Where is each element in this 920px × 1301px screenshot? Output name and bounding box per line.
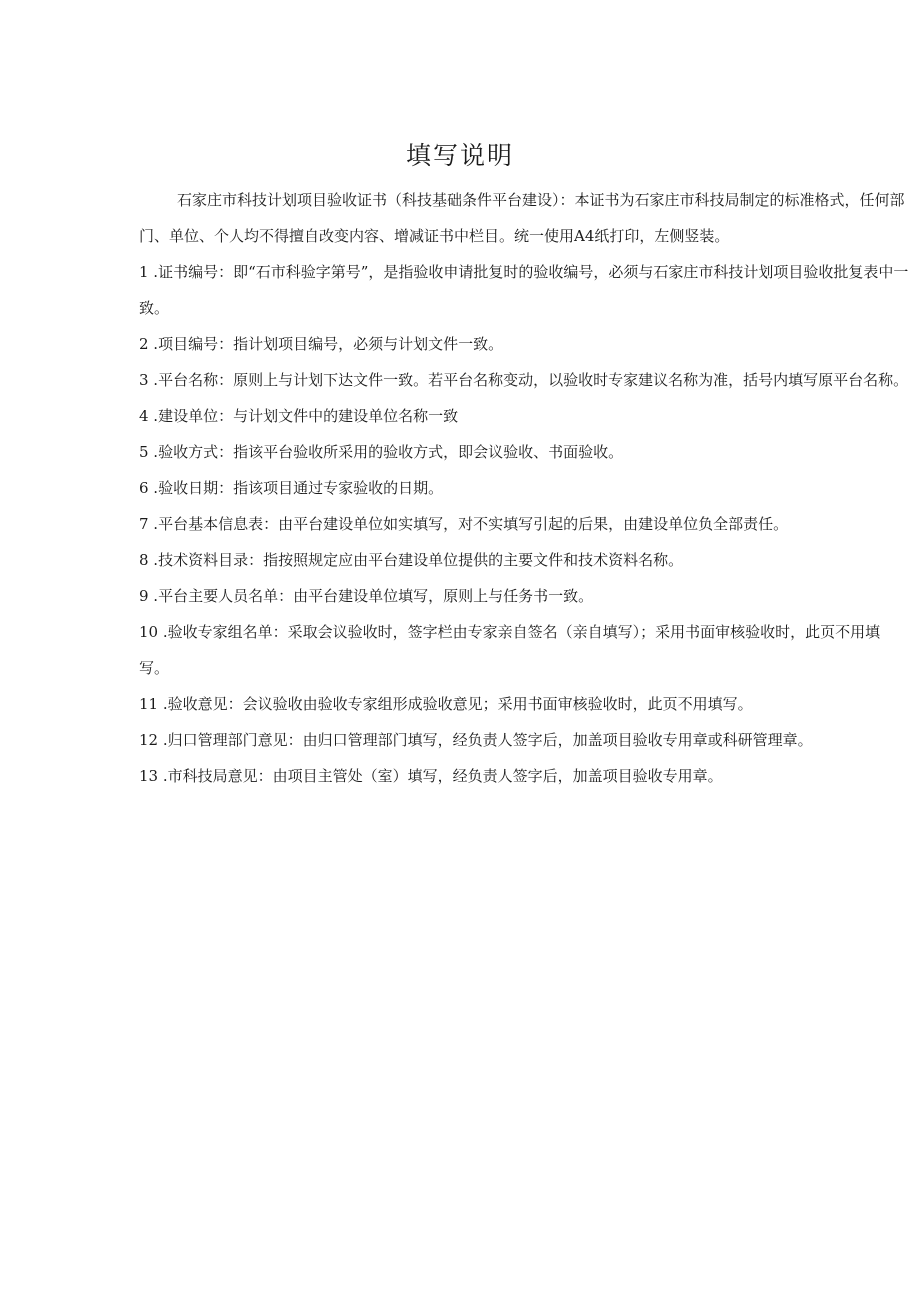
instruction-item-11: 11 .验收意见：会议验收由验收专家组形成验收意见；采用书面审核验收时，此页不用填写。 (139, 695, 753, 713)
instructions-body (139, 182, 909, 794)
instruction-item-13: 13 .市科技局意见：由项目主管处（室）填写，经负责人签字后，加盖项目验收专用章。 (139, 767, 723, 785)
instruction-item-2: 2 .项目编号：指计划项目编号，必须与计划文件一致。 (139, 335, 504, 353)
instruction-item-9: 9 .平台主要人员名单：由平台建设单位填写，原则上与任务书一致。 (139, 587, 594, 605)
intro-paragraph: 石家庄市科技计划项目验收证书（科技基础条件平台建设）：本证书为石家庄市科技局制定的标准格式，任何部门、单位、个人均不得擅自改变内容、增减证书中栏目。统一使用A4纸打印，左侧竖装。 (139, 191, 905, 245)
instruction-item-6: 6 .验收日期：指该项目通过专家验收的日期。 (139, 479, 444, 497)
instruction-item-4: 4 .建设单位：与计划文件中的建设单位名称一致 (139, 407, 459, 425)
instruction-item-10: 10 .验收专家组名单：采取会议验收时，签字栏由专家亲自签名（亲自填写）；采用书面审核验收时，此页不用填写。 (139, 623, 881, 677)
instruction-item-8: 8 .技术资料目录：指按照规定应由平台建设单位提供的主要文件和技术资料名称。 (139, 551, 684, 569)
page-title: 填写说明 (405, 141, 514, 170)
instruction-item-12: 12 .归口管理部门意见：由归口管理部门填写，经负责人签字后，加盖项目验收专用章或科研管理章。 (139, 731, 813, 749)
instruction-item-7: 7 .平台基本信息表：由平台建设单位如实填写，对不实填写引起的后果，由建设单位负全部责任。 (139, 515, 789, 533)
instruction-item-3: 3 .平台名称：原则上与计划下达文件一致。若平台名称变动，以验收时专家建议名称为准，括号内填写原平台名称。 (139, 371, 909, 389)
instruction-item-1: 1 .证书编号：即“石市科验字第号”，是指验收申请批复时的验收编号，必须与石家庄市科技计划项目验收批复表中一致。 (139, 263, 909, 317)
instruction-item-5: 5 .验收方式：指该平台验收所采用的验收方式，即会议验收、书面验收。 (139, 443, 624, 461)
